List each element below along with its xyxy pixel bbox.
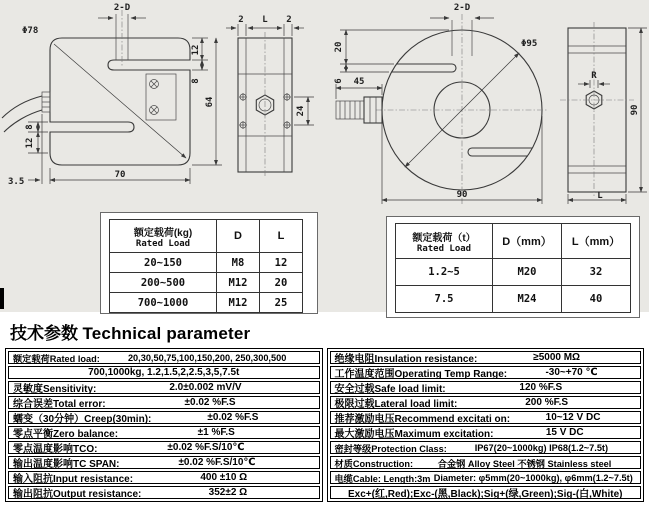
table-row: 7.5 M24 40 [396, 286, 631, 313]
tech-row-label: 最大激励电压Maximum excitation: [334, 429, 494, 439]
dim-label-20: 20 [334, 41, 344, 53]
tech-row-value: Exc+(红,Red);Exc-(黑,Black);Sig+(绿,Green);Sig-(白,White) [348, 489, 623, 499]
tech-row [8, 456, 320, 469]
dim-label-64: 64 [205, 96, 215, 108]
tech-row-value: IP67(20~1000kg) IP68(1.2~7.5t) [474, 442, 609, 453]
t-table-header-d: D（mm） [493, 224, 562, 259]
tech-row-label: 绝缘电阻Insulation resistance: [334, 354, 478, 364]
tech-row [8, 396, 320, 409]
tech-row-value: ±0.02 %F.S [184, 397, 236, 408]
dim-label-left8: 8 [25, 124, 35, 130]
left-edge-mark [0, 288, 4, 309]
tech-row [8, 486, 320, 499]
tech-row-value: 合金钢 Alloy Steel 不锈钢 Stainless steel [437, 458, 612, 469]
tech-row [330, 471, 642, 484]
section-title-en: Technical parameter [82, 324, 251, 343]
dim-label-L: L [262, 15, 268, 25]
dim-label-left12: 12 [25, 137, 35, 149]
large-front-view [334, 3, 548, 206]
dim-label-2a: 2 [238, 15, 244, 25]
tech-row-label: 灵敏度Sensitivity: [13, 384, 97, 394]
tech-row-label: 零点温度影响TCO: [13, 444, 98, 454]
dim-label-45: 45 [353, 77, 365, 87]
kg-table-header-l: L [260, 220, 303, 253]
tech-row-label: 材质Construction: [334, 458, 414, 469]
tech-row-value: 2.0±0.002 mV/V [169, 382, 242, 393]
kg-table-header-d: D [217, 220, 260, 253]
tech-row-value: ±0.02 %F.S/10℃ [167, 442, 245, 453]
tech-row-value: Diameter: φ5mm(20~1000kg), φ6mm(1.2~7.5t) [433, 472, 633, 483]
dim-label-6: 6 [334, 78, 344, 84]
table-row: 1.2~5 M20 32 [396, 259, 631, 286]
tech-row-label: 电缆Cable: Length:3m [334, 473, 431, 484]
small-side-view [226, 15, 314, 178]
tech-row-value: 10~12 V DC [545, 412, 601, 423]
table-row: 20~150 M8 12 [110, 253, 303, 273]
tech-row-label: 输出阻抗Output resistance: [13, 489, 142, 499]
tech-table-left [5, 348, 323, 502]
dim-label-side-90: 90 [630, 104, 640, 116]
dim-label-2d-large: 2-D [453, 3, 471, 13]
t-table-header-l: L（mm） [562, 224, 631, 259]
tech-row-label: 综合误差Total error: [13, 399, 106, 409]
screw-icon [150, 80, 159, 89]
dim-label-24: 24 [296, 105, 306, 117]
kg-rated-load-table [100, 212, 318, 314]
tech-row [8, 441, 320, 454]
dim-label-side-L: L [597, 191, 603, 201]
tech-row [330, 351, 642, 364]
tech-row-value: 120 %F.S [519, 382, 563, 393]
dim-label-12: 12 [191, 44, 201, 56]
tech-row-label: 推荐激励电压Recommend excitati on: [334, 414, 511, 424]
tech-row-value: 15 V DC [545, 427, 584, 438]
tech-row-label: 额定载荷Rated load: [13, 353, 100, 364]
table-row: 200~500 M12 20 [110, 273, 303, 293]
tech-row-value: 700,1000kg, 1.2,1.5,2,2.5,3,5,7.5t [88, 367, 240, 378]
tech-row-value: 352±2 Ω [208, 487, 248, 498]
tech-row-value: ±0.02 %F.S/10℃ [178, 457, 256, 468]
tech-row [8, 366, 320, 379]
dim-label-2d: 2-D [113, 3, 131, 13]
dim-label-3-5: 3.5 [8, 177, 25, 187]
tech-row-value: 20,30,50,75,100,150,200, 250,300,500 [127, 352, 287, 363]
tech-row-label: 输出温度影响TC SPAN: [13, 459, 120, 469]
tech-row [330, 381, 642, 394]
dim-label-2b: 2 [286, 15, 292, 25]
tech-row-value: 400 ±10 Ω [200, 472, 248, 483]
tech-row [8, 426, 320, 439]
dim-label-dia78: Φ78 [22, 26, 39, 36]
tech-row [8, 381, 320, 394]
t-rated-load-table [386, 216, 640, 318]
dim-label-8: 8 [191, 78, 201, 84]
tech-row [8, 411, 320, 424]
dim-label-90: 90 [456, 190, 468, 200]
tech-row-label: 输入阻抗Input resistance: [13, 474, 134, 484]
small-front-view [2, 3, 222, 187]
tech-row [330, 441, 642, 454]
tech-row [330, 411, 642, 424]
kg-table-header-load: 额定载荷(kg) Rated Load [110, 220, 217, 253]
tech-row [330, 396, 642, 409]
tech-row [330, 456, 642, 469]
section-title-zh: 技术参数 [10, 324, 78, 343]
large-side-view [560, 22, 647, 204]
tech-row [330, 366, 642, 379]
technical-parameter-table [5, 348, 644, 502]
tech-row-value: ≥5000 MΩ [533, 352, 581, 363]
tech-row-value: ±0.02 %F.S [207, 412, 259, 423]
dim-label-R: R [591, 71, 597, 81]
dim-label-dia95: Φ95 [521, 39, 538, 49]
tech-row-label: 密封等级Protection Class: [334, 443, 447, 454]
section-title [10, 319, 649, 344]
tech-row-value: -30~+70 ℃ [545, 367, 598, 378]
tech-row [8, 351, 320, 364]
tech-table-right [327, 348, 645, 502]
dim-label-70: 70 [114, 170, 126, 180]
tech-row [330, 426, 642, 439]
tech-row [8, 471, 320, 484]
table-row: 700~1000 M12 25 [110, 293, 303, 313]
threaded-stud-icon [336, 97, 382, 123]
tech-row-value: 200 %F.S [525, 397, 569, 408]
tech-row-label: 蠕变（30分钟）Creep(30min): [13, 414, 152, 424]
screw-icon [150, 106, 159, 115]
tech-row-value: ±1 %F.S [197, 427, 235, 438]
tech-row-label: 零点平衡Zero balance: [13, 429, 119, 439]
tech-row-label: 极限过载Lateral load limit: [334, 399, 458, 409]
tech-row-label: 安全过载Safe load limit: [334, 384, 446, 394]
tech-row [330, 486, 642, 499]
t-table-header-load: 额定载荷（t） Rated Load [396, 224, 493, 259]
tech-row-label: 工作温度范围Operating Temp Range: [334, 369, 508, 379]
